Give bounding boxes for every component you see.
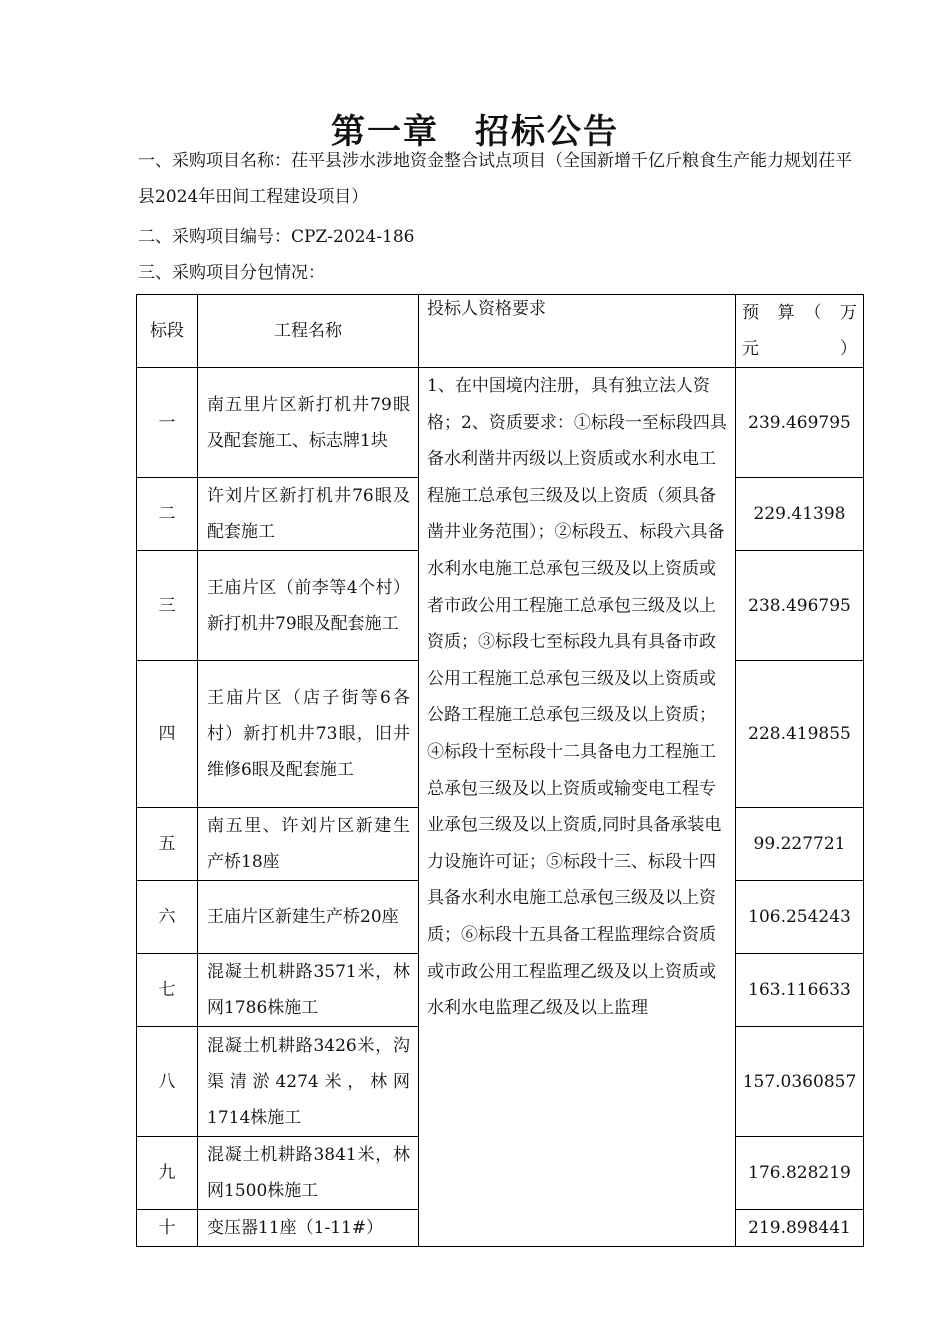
project-cell: 王庙片区（前李等4个村）新打机井79眼及配套施工 bbox=[198, 551, 419, 661]
budget-cell: 219.898441 bbox=[736, 1210, 864, 1247]
table-row bbox=[137, 368, 864, 478]
header-project: 工程名称 bbox=[198, 295, 419, 368]
budget-cell: 106.254243 bbox=[736, 881, 864, 954]
section-cell: 十 bbox=[137, 1210, 198, 1247]
project-cell: 混凝土机耕路3841米，林网1500株施工 bbox=[198, 1137, 419, 1210]
project-cell: 变压器11座（1-11#） bbox=[198, 1210, 419, 1247]
section-cell: 六 bbox=[137, 881, 198, 954]
package-table bbox=[136, 294, 864, 1247]
budget-cell: 238.496795 bbox=[736, 551, 864, 661]
project-cell: 混凝土机耕路3426米，沟渠清淤4274米，林网1714株施工 bbox=[198, 1027, 419, 1137]
section-cell: 三 bbox=[137, 551, 198, 661]
header-section: 标段 bbox=[137, 295, 198, 368]
header-budget: 预 算 （ 万元） bbox=[736, 295, 864, 368]
budget-cell: 239.469795 bbox=[736, 368, 864, 478]
table-header-row bbox=[137, 295, 864, 368]
section-cell: 五 bbox=[137, 808, 198, 881]
project-number-paragraph: 二、采购项目编号：CPZ-2024-186 bbox=[138, 227, 415, 247]
budget-cell: 163.116633 bbox=[736, 954, 864, 1027]
header-qualification: 投标人资格要求 bbox=[419, 295, 736, 368]
project-cell: 王庙片区新建生产桥20座 bbox=[198, 881, 419, 954]
chapter-title: 第一章 招标公告 bbox=[331, 112, 619, 152]
budget-cell: 99.227721 bbox=[736, 808, 864, 881]
section-cell: 一 bbox=[137, 368, 198, 478]
section-cell: 四 bbox=[137, 661, 198, 808]
qualification-cell: 1、在中国境内注册，具有独立法人资格；2、资质要求：①标段一至标段四具备水利凿井丙级以上资质或水利水电工程施工总承包三级及以上资质（须具备凿井业务范围）；②标段五、标段六具备水利水电施工总承包三级及以上资质或者市政公用工程施工总承包三级及以上资质；③标段七至标段九具有具备市政公用工程施工总承包三级及以上资质或公路工程施工总承包三级及以上资质；④标段十至标段十二具备电力工程施工总承包三级及以上资质或输变电工程专业承包三级及以上资质,同时具备承装电力设施许可证；⑤标段十三、标段十四具备水利水电施工总承包三级及以上资质；⑥标段十五具备工程监理综合资质或市政公用工程监理乙级及以上资质或水利水电监理乙级及以上监理 bbox=[419, 368, 736, 1247]
budget-cell: 228.419855 bbox=[736, 661, 864, 808]
project-name-paragraph: 一、采购项目名称：茌平县涉水涉地资金整合试点项目（全国新增千亿斤粮食生产能力规划茌平县2024年田间工程建设项目） bbox=[138, 151, 852, 207]
project-cell: 南五里、许刘片区新建生产桥18座 bbox=[198, 808, 419, 881]
project-cell: 许刘片区新打机井76眼及配套施工 bbox=[198, 478, 419, 551]
project-cell: 王庙片区（店子街等6各村）新打机井73眼，旧井维修6眼及配套施工 bbox=[198, 661, 419, 808]
budget-cell: 229.41398 bbox=[736, 478, 864, 551]
section-cell: 八 bbox=[137, 1027, 198, 1137]
project-cell: 混凝土机耕路3571米，林网1786株施工 bbox=[198, 954, 419, 1027]
budget-cell: 176.828219 bbox=[736, 1137, 864, 1210]
project-cell: 南五里片区新打机井79眼及配套施工、标志牌1块 bbox=[198, 368, 419, 478]
section-cell: 二 bbox=[137, 478, 198, 551]
section-cell: 七 bbox=[137, 954, 198, 1027]
budget-cell: 157.0360857 bbox=[736, 1027, 864, 1137]
package-info-paragraph: 三、采购项目分包情况： bbox=[138, 263, 325, 283]
section-cell: 九 bbox=[137, 1137, 198, 1210]
